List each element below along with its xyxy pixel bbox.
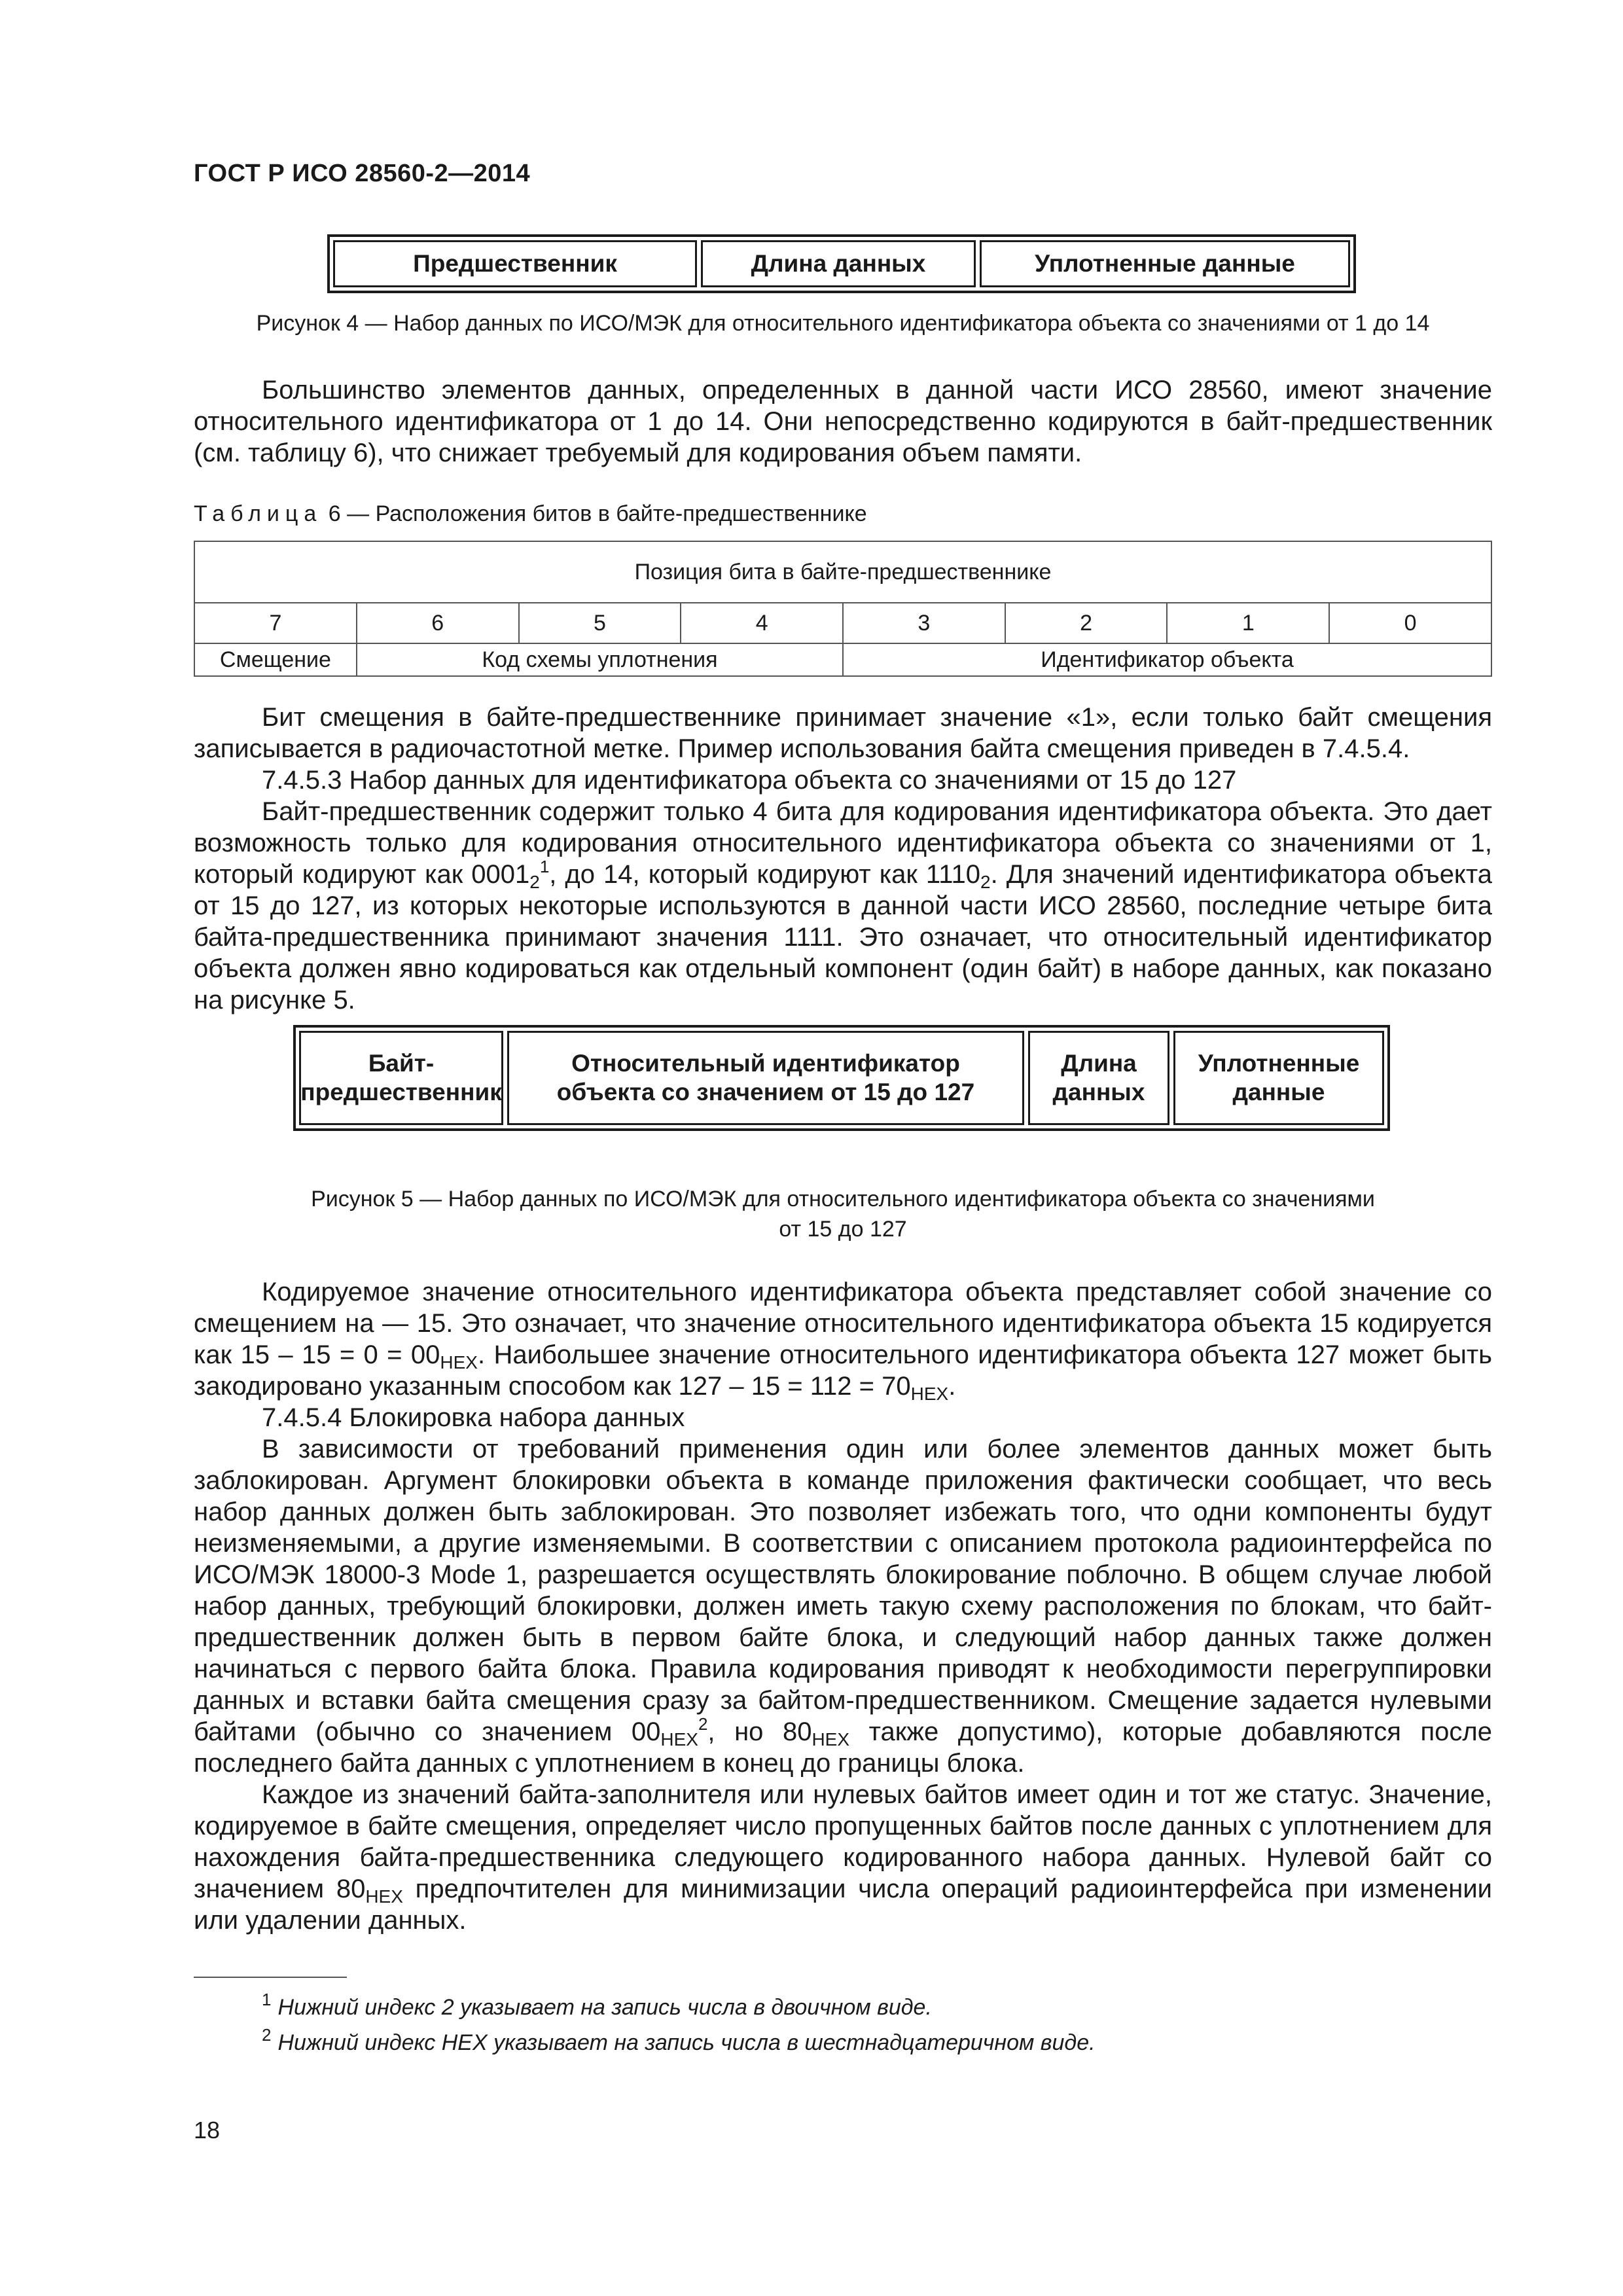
table-6-bit: 2 [1005, 603, 1168, 643]
footnote-ref-1: 1 [539, 857, 550, 876]
figure-5-caption [194, 1185, 1492, 1245]
paragraph-3-part-a: Байт-предшественник содержит только 4 бита для кодирования идентификатора объекта. Это дает возможность только для кодирования относительного идентификатора объекта со значениями от 1, который кодируют как 0001 [194, 797, 1492, 889]
section-7-4-5-3-heading: 7.4.5.3 Набор данных для идентификатора объекта со значениями от 15 до 127 [262, 766, 1237, 795]
page-number: 18 [194, 2117, 221, 2144]
table-6-bit: 5 [519, 603, 681, 643]
text-block-3 [194, 1276, 1492, 1936]
footnote-1-mark: 1 [262, 1990, 272, 2009]
table-6-bit: 0 [1329, 603, 1491, 643]
subscript: 2 [529, 872, 540, 892]
figure-5-diagram [293, 1025, 1390, 1131]
table-6-bit: 4 [681, 603, 843, 643]
table-6-header: Позиция бита в байте-предшественнике [194, 541, 1491, 603]
paragraph-5-part-b: , но 80 [707, 1717, 812, 1746]
paragraph-2: Бит смещения в байте-предшественнике принимает значение «1», если только байт смещения записывается в радиочастотной метке. Пример использования байта смещения приведен в 7.4.5.4. [194, 703, 1492, 763]
paragraph-4-part-c: . [948, 1372, 956, 1401]
table-6-title-text: 6 — Расположения битов в байте-предшественнике [328, 501, 867, 526]
table-6-group-offset: Смещение [194, 643, 357, 676]
table-6-bit: 1 [1167, 603, 1329, 643]
figure-5-caption-line-2: от 15 до 127 [779, 1216, 907, 1242]
document-header: ГОСТ Р ИСО 28560-2—2014 [194, 160, 531, 187]
subscript: HEX [910, 1384, 949, 1404]
footnote-separator [194, 1977, 347, 1978]
figure-4-caption: Рисунок 4 — Набор данных по ИСО/МЭК для относительного идентификатора объекта со значениями от 1 до 14 [256, 311, 1430, 336]
figure-4-cell-compacted-data: Уплотненные данные [980, 240, 1350, 287]
paragraph-4-part-b: . Наибольшее значение относительного идентификатора объекта 127 может быть закодировано указанным способом как 127 – 15 = 112 = 70 [194, 1340, 1493, 1401]
footnote-2 [262, 2025, 1096, 2056]
footnote-1-text: Нижний индекс 2 указывает на запись числа в двоичном виде. [277, 1995, 932, 2020]
figure-5-cell-predecessor-byte: Байт- предшественник [299, 1031, 503, 1125]
footnote-ref-2: 2 [698, 1714, 708, 1734]
table-6-bit: 7 [194, 603, 357, 643]
figure-4-diagram [327, 234, 1356, 293]
paragraph-5 [194, 1433, 1492, 1779]
table-6-bit: 3 [843, 603, 1005, 643]
figure-5-cell-compacted-data: Уплотненные данные [1173, 1031, 1384, 1125]
subscript: HEX [812, 1729, 850, 1749]
table-6-label: Таблица [194, 501, 323, 526]
paragraph-4 [194, 1276, 1492, 1402]
subscript: 2 [980, 872, 991, 892]
section-7-4-5-4-heading: 7.4.5.4 Блокировка набора данных [262, 1403, 685, 1432]
figure-5-caption-line-1: Рисунок 5 — Набор данных по ИСО/МЭК для относительного идентификатора объекта со значениями [311, 1187, 1375, 1211]
table-6-bit: 6 [357, 603, 519, 643]
paragraph-6-part-a: Каждое из значений байта-заполнителя или нулевых байтов имеет один и тот же статус. Значение, кодируемое в байте смещения, определяет число пропущенных байтов после данных с уплотнением для нахождения байта-предшественника следующего кодированного набора данных. Нулевой байт со значением 80 [194, 1780, 1492, 1903]
figure-4-cell-data-length: Длина данных [701, 240, 976, 287]
paragraph-1-text: Большинство элементов данных, определенных в данной части ИСО 28560, имеют значение относительного идентификатора от 1 до 14. Они непосредственно кодируются в байт-предшественник (см. таблицу 6), что снижает требуемый для кодирования объем памяти. [194, 376, 1492, 467]
paragraph-3-part-c: . Для значений идентификатора объекта от 15 до 127, из которых некоторые используются в данной части ИСО 28560, последние четыре бита байта-предшественника принимают значения 1111. Это означает, что относительный идентификатор объекта должен явно кодироваться как отдельный компонент (один байт) в наборе данных, как показано на рисунке 5. [194, 860, 1492, 1014]
figure-4-cell-predecessor: Предшественник [333, 240, 697, 287]
table-6-title [194, 501, 867, 527]
paragraph-6-part-b: предпочтителен для минимизации числа операций радиоинтерфейса при изменении или удалении данных. [194, 1874, 1493, 1935]
figure-5-cell-data-length: Длина данных [1028, 1031, 1169, 1125]
figure-5-cell-relative-oid: Относительный идентификатор объекта со значением от 15 до 127 [507, 1031, 1024, 1125]
footnote-1 [262, 1990, 932, 2020]
paragraph-3 [194, 796, 1492, 1016]
table-6-group-object-identifier: Идентификатор объекта [843, 643, 1491, 676]
table-6 [194, 541, 1492, 677]
paragraph-5-part-c: также допустимо), которые добавляются после последнего байта данных с уплотнением в конец до границы блока. [194, 1717, 1492, 1778]
paragraph-3-part-b: , до 14, который кодируют как 1110 [549, 860, 980, 889]
footnote-2-mark: 2 [262, 2025, 272, 2045]
paragraph-5-part-a: В зависимости от требований применения один или более элементов данных может быть заблокирован. Аргумент блокировки объекта в команде приложения фактически сообщает, что весь набор данных должен быть заблокирован. Это позволяет избежать того, что одни компоненты будут неизменяемыми, а другие изменяемыми. В соответствии с описанием протокола радиоинтерфейса по ИСО/МЭК 18000-3 Mode 1, разрешается осуществлять блокирование поблочно. В общем случае любой набор данных, требующий блокировки, должен иметь такую схему расположения по блокам, что байт-предшественник должен быть в первом байте блока, и следующий набор данных также должен начинаться с первого байта блока. Правила кодирования приводят к необходимости перегруппировки данных и вставки байта смещения сразу за байтом-предшественником. Смещение задается нулевыми байтами (обычно со значением 00 [194, 1435, 1492, 1746]
subscript: HEX [660, 1729, 698, 1749]
subscript: HEX [365, 1886, 403, 1907]
paragraph-6 [194, 1779, 1492, 1936]
paragraph-1 [194, 374, 1492, 469]
subscript: HEX [440, 1352, 478, 1372]
footnote-2-text: Нижний индекс HEX указывает на запись числа в шестнадцатеричном виде. [277, 2030, 1096, 2055]
paragraph-4-part-a: Кодируемое значение относительного идентификатора объекта представляет собой значение со смещением на — 15. Это означает, что значение относительного идентификатора объекта 15 кодируется как 15 – 15 = 0 = 00 [194, 1278, 1492, 1369]
table-6-group-compaction-code: Код схемы уплотнения [357, 643, 843, 676]
text-block-2 [194, 702, 1492, 1016]
